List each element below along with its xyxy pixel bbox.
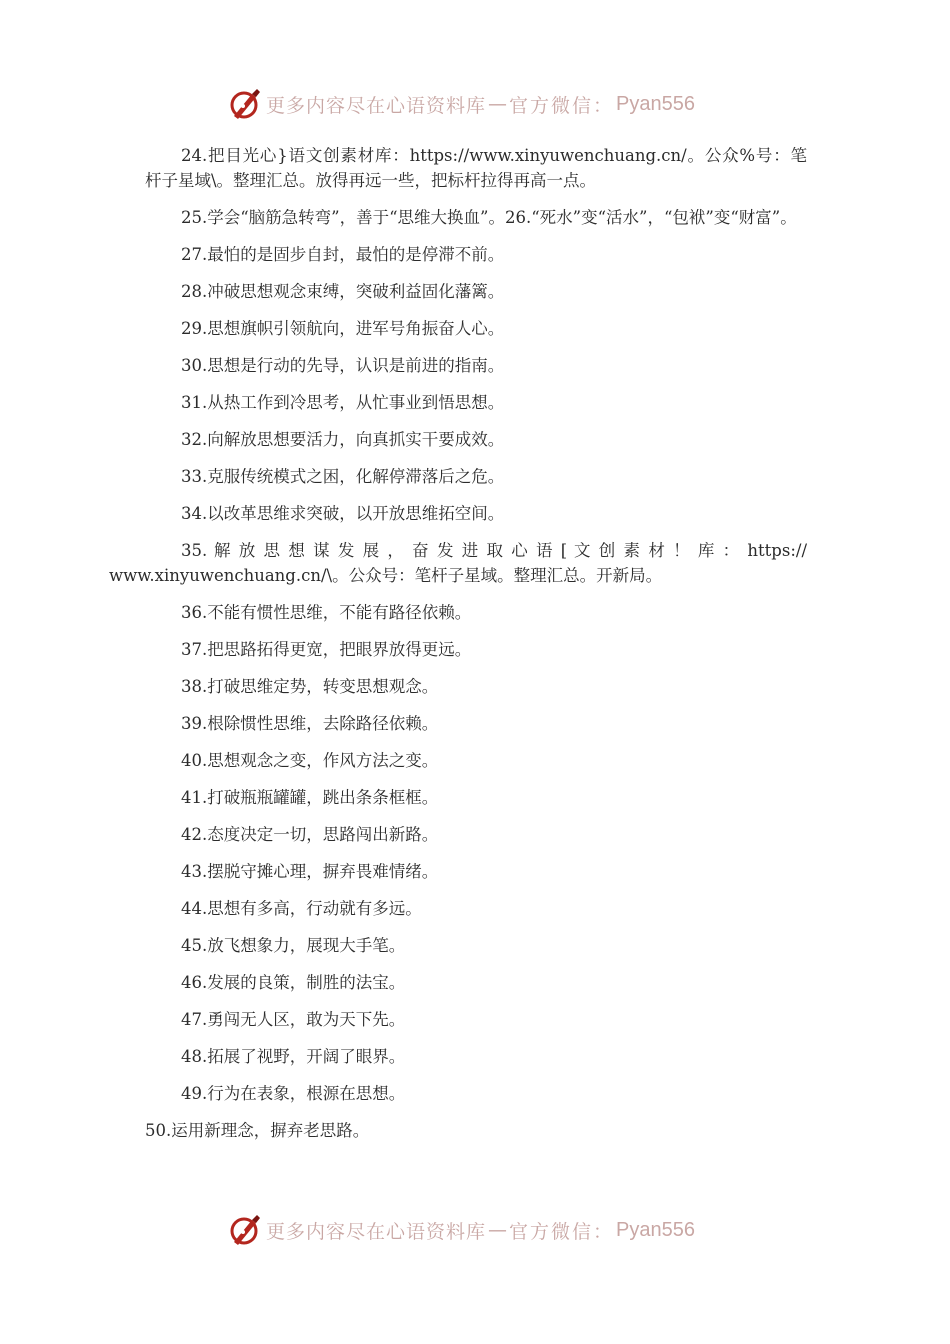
line-49: 49.行为在表象，根源在思想。 — [181, 1084, 406, 1103]
line-33: 33.克服传统模式之困，化解停滞落后之危。 — [181, 467, 505, 486]
header-wechat-label: 官方微信： — [509, 94, 615, 117]
line-47: 47.勇闯无人区，敢为天下先。 — [181, 1010, 406, 1029]
line-29: 29.思想旗帜引领航向，进军号角振奋人心。 — [181, 319, 505, 338]
line-48: 48.拓展了视野，开阔了眼界。 — [181, 1047, 406, 1066]
footer-banner — [226, 1210, 695, 1250]
pen-logo-icon — [226, 86, 262, 122]
line-39: 39.根除惯性思维，去除路径依赖。 — [181, 714, 439, 733]
line-41: 41.打破瓶瓶罐罐，跳出条条框框。 — [181, 788, 439, 807]
line-28: 28.冲破思想观念束缚，突破利益固化藩篱。 — [181, 282, 505, 301]
pen-logo-icon — [226, 1212, 262, 1248]
footer-separator: — — [488, 1219, 508, 1241]
line-34: 34.以改革思维求突破，以开放思维拓空间。 — [181, 504, 505, 523]
line-35 — [109, 538, 807, 588]
line-40: 40.思想观念之变，作风方法之变。 — [181, 751, 439, 770]
line-50: 50.运用新理念，摒弃老思路。 — [145, 1121, 370, 1140]
line-24: 24.把目光心}语文创素材库：https://www.xinyuwenchuang.cn/。公众%号：笔杆子星域\。整理汇总。放得再远一些，把标杆拉得再高一点。 — [145, 146, 807, 190]
line-35-part-1: 35. 解 放 思 想 谋 发 展 ， 奋 发 进 取 心 语 [ 文 创 素 材 ！ 库 ： https:// — [181, 541, 807, 560]
header-wechat-handle: Pyan556 — [616, 92, 695, 115]
footer-brand-text: 更多内容尽在心语资料库 — [266, 1220, 487, 1243]
footer-wechat-handle: Pyan556 — [616, 1218, 695, 1241]
line-44: 44.思想有多高，行动就有多远。 — [181, 899, 422, 918]
line-35-part-2: www.xinyuwenchuang.cn/\。公众号：笔杆子星域。整理汇总。开新局。 — [109, 566, 663, 585]
document-body — [109, 143, 807, 1155]
line-31: 31.从热工作到冷思考，从忙事业到悟思想。 — [181, 393, 505, 412]
line-25: 25.学会“脑筋急转弯”，善于“思维大换血”。26.“死水”变“活水”，“包袱”变“财富”。 — [181, 208, 797, 227]
line-38: 38.打破思维定势，转变思想观念。 — [181, 677, 439, 696]
line-36: 36.不能有惯性思维，不能有路径依赖。 — [181, 603, 472, 622]
line-45: 45.放飞想象力，展现大手笔。 — [181, 936, 406, 955]
line-43: 43.摆脱守摊心理，摒弃畏难情绪。 — [181, 862, 439, 881]
header-brand-text: 更多内容尽在心语资料库 — [266, 94, 487, 117]
header-separator: — — [488, 93, 508, 115]
line-30: 30.思想是行动的先导，认识是前进的指南。 — [181, 356, 505, 375]
footer-wechat-label: 官方微信： — [509, 1220, 615, 1243]
line-27: 27.最怕的是固步自封，最怕的是停滞不前。 — [181, 245, 505, 264]
line-37: 37.把思路拓得更宽，把眼界放得更远。 — [181, 640, 472, 659]
header-banner — [226, 84, 695, 124]
line-32: 32.向解放思想要活力，向真抓实干要成效。 — [181, 430, 505, 449]
line-42: 42.态度决定一切，思路闯出新路。 — [181, 825, 439, 844]
line-46: 46.发展的良策，制胜的法宝。 — [181, 973, 406, 992]
